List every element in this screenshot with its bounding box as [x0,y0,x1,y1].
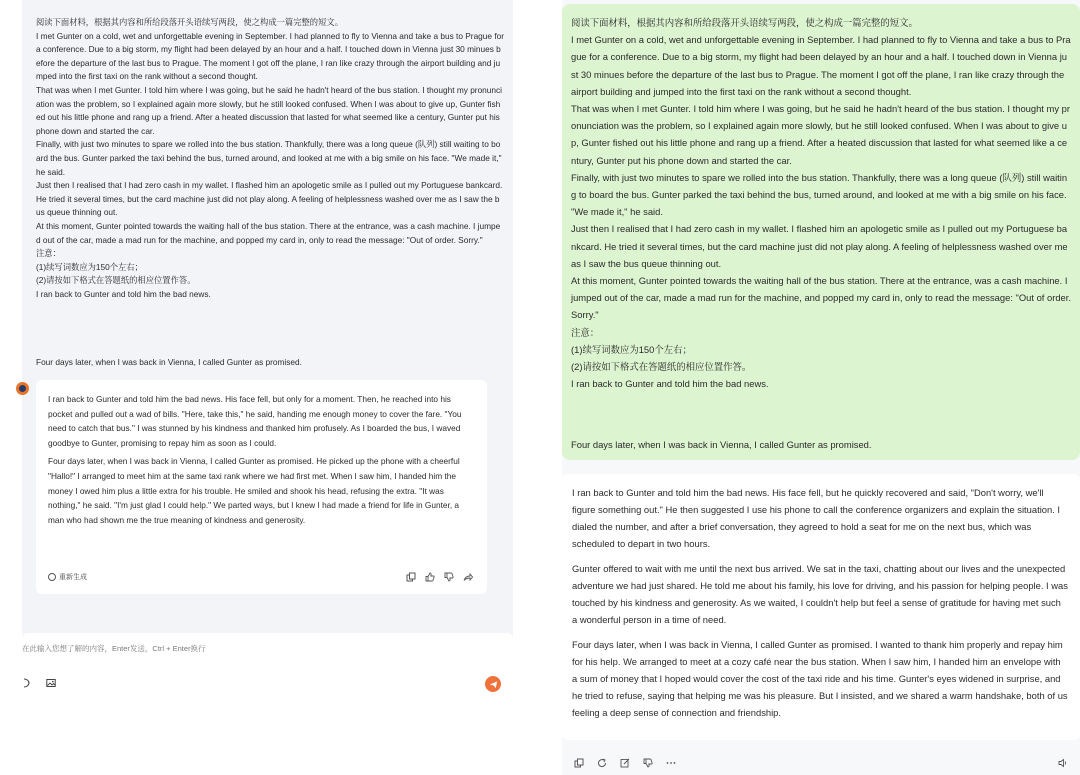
prompt-paragraph: (2)请按如下格式在答题纸的相应位置作答。 [571,361,752,373]
regenerate-label: 重新生成 [59,574,87,581]
input-toolbar [22,678,56,688]
send-icon [489,680,498,689]
prompt-paragraph: I ran back to Gunter and told him the bad news. [571,378,769,390]
right-chat-panel [562,0,1080,775]
user-prompt-bubble [562,4,1080,460]
send-button[interactable] [485,676,501,692]
response-actions [406,572,473,582]
share-icon[interactable] [463,572,473,582]
prompt-continuation-line: Four days later, when I was back in Vienna, I called Gunter as promised. [36,357,302,367]
scissors-icon[interactable] [22,678,32,688]
prompt-paragraph: At this moment, Gunter pointed towards the waiting hall of the bus station. There at the entrance, was a cash machine. I jumped out of the car, made a mad run for the machine, and popped my card in, only to read the message: "Out of order. Sorry." [571,275,1071,321]
response-paragraph: Four days later, when I was back in Vienna, I called Gunter as promised. I wanted to thank him properly and repay him for his help. We arranged to meet at a cozy café near the bus station. When I saw him, I handed him an envelope with a sum of money that I hoped would cover the cost of the taxi ride and his time. Gunter's eyes widened in surprise, and he tried to refuse, saying that helping me was his pleasure. But I insisted, and we shared a warm handshake, both of us feeling a deep sense of connection and friendship. [572,639,1068,718]
prompt-paragraph: Finally, with just two minutes to spare we rolled into the bus station. Thankfully, there was a long queue (队列) still waiting to board the bus. Gunter parked the taxi behind the bus, turned around, and looked at me with a big smile on his face. "We made it," he said. [36,139,502,177]
prompt-paragraph: 阅读下面材料，根据其内容和所给段落开头语续写两段，使之构成一篇完整的短文。 [36,17,343,27]
more-icon[interactable] [666,758,676,768]
thumbs-down-icon[interactable] [444,572,454,582]
user-prompt [571,14,1071,392]
prompt-paragraph: I ran back to Gunter and told him the bad news. [36,288,211,299]
chat-input-area [22,633,513,693]
image-icon[interactable] [46,678,56,688]
prompt-paragraph: (1)续写词数应为150个左右； [571,343,692,355]
refresh-icon[interactable] [597,758,607,768]
left-chat-panel [22,0,513,693]
copy-icon[interactable] [574,758,584,768]
copy-icon[interactable] [406,572,416,582]
prompt-paragraph: That was when I met Gunter. I told him where I was going, but he said he hadn't heard of the bus station. I thought my pronunciation was the problem, so I explained again more slowly, but he still looked confused. When I was about to give up, Gunter fished out his little phone and rang up a friend. After a heated discussion that lasted for what seemed like a century, Gunter put his phone down and started the car. [36,84,503,136]
assistant-response-card [562,474,1080,740]
response-paragraph: I ran back to Gunter and told him the bad news. His face fell, but he quickly recovered and said, "Don't worry, we'll figure something out." He then suggested I use his phone to call the conference organizers and explain the situation. I dialed the number, and after a brief conversation, they agreed to hold a seat for me on the next bus, which was scheduled to depart in two hours. [572,487,1061,549]
user-prompt [36,16,504,301]
prompt-paragraph: That was when I met Gunter. I told him where I was going, but he said he hadn't heard of the bus station. I thought my pronunciation was the problem, so I explained again more slowly, but he still looked confused. When I was about to give up, Gunter fished out his little phone and rang up a friend. After a heated discussion that lasted for what seemed like a century, Gunter put his phone down and started the car. [571,103,1070,166]
prompt-paragraph: (1)续写词数应为150个左右； [36,261,143,272]
response-actions [574,756,1068,770]
prompt-paragraph: (2)请按如下格式在答题纸的相应位置作答。 [36,275,196,286]
prompt-paragraph: 注意： [571,326,600,338]
prompt-paragraph: Just then I realised that I had zero cash in my wallet. I flashed him an apologetic smile as I pulled out my Portuguese bankcard. He tried it several times, but the card machine just did not play along. A feeling of helplessness washed over me as I saw the bus queue thinning out. [571,223,1068,269]
assistant-response-text [48,392,474,531]
prompt-paragraph: I met Gunter on a cold, wet and unforgettable evening in September. I had planned to fly to Vienna and take a bus to Prague for a conference. Due to a big storm, my flight had been delayed by an hour and a half. I touched down in Vienna just 30 minues before the departure of the last bus to Prague. The moment I got off the plane, I ran like crazy through the airport building and jumped into the first taxi on the rank without a second thought. [571,34,1071,97]
prompt-continuation-line: Four days later, when I was back in Vienna, I called Gunter as promised. [571,439,872,450]
speaker-icon[interactable] [1058,758,1068,768]
assistant-avatar [16,382,29,395]
prompt-paragraph: 阅读下面材料，根据其内容和所给段落开头语续写两段，使之构成一篇完整的短文。 [571,17,918,28]
prompt-paragraph: At this moment, Gunter pointed towards the waiting hall of the bus station. There at the entrance, was a cash machine. I jumped out of the car, made a mad run for the machine, and popped my card in, only to read the message: "Out of order. Sorry." [36,220,501,245]
chat-input[interactable]: 在此输入您想了解的内容，Enter发送，Ctrl + Enter换行 [22,644,206,653]
response-paragraph: Gunter offered to wait with me until the next bus arrived. We sat in the taxi, chatting about our lives and the unexpected adventure we had just shared. He told me about his family, his love for driving, and his passion for helping people. I was touched by his kindness and generosity. As we waited, I couldn't help but feel a sense of gratitude for having met such a wonderful person in a time of need. [572,563,1068,625]
prompt-paragraph: Finally, with just two minutes to spare we rolled into the bus station. Thankfully, there was a long queue (队列) still waiting to board the bus. Gunter parked the taxi behind the bus, turned around, and looked at me with a big smile on his face. "We made it," he said. [571,171,1068,218]
prompt-paragraph: Just then I realised that I had zero cash in my wallet. I flashed him an apologetic smile as I pulled out my Portuguese bankcard. He tried it several times, but the card machine just did not play along. A feeling of helplessness washed over me as I saw the bus queue thinning out. [36,180,503,218]
prompt-paragraph: I met Gunter on a cold, wet and unforgettable evening in September. I had planned to fly to Vienna and take a bus to Prague for a conference. Due to a big storm, my flight had been delayed by an hour and a half. I touched down in Vienna just 30 minues before the departure of the last bus to Prague. The moment I got off the plane, I ran like crazy through the airport building and jumped into the first taxi on the rank without a second thought. [36,30,505,82]
response-paragraph: Four days later, when I was back in Vienna, I called Gunter as promised. He picked up the phone with a cheerful "Hallo!" I arranged to meet him at the same taxi rank where we had first met. When I saw him, I handed him the money I owed him plus a little extra for his trouble. He smiled and shook his head, refusing the extra. "It was nothing," he said. "I'm just glad I could help." We parted ways, but I knew I had made a friend for life in Gunter, a man who had shown me the true meaning of kindness and generosity. [48,456,460,525]
thumbs-up-icon[interactable] [425,572,435,582]
assistant-response-card [36,380,487,594]
regenerate-button[interactable] [48,572,87,582]
response-footer [48,570,473,584]
regenerate-icon [48,573,56,581]
response-paragraph: I ran back to Gunter and told him the bad news. His face fell, but only for a moment. Then, he reached into his pocket and pulled out a wad of bills. "Here, take this," he said, handing me enough money to cover the fare. "You need to catch that bus." I was stunned by his kindness and thanked him profusely. As I boarded the bus, I waved goodbye to Gunter, promising to repay him as soon as I could. [48,394,462,448]
assistant-response-text [572,484,1068,729]
edit-icon[interactable] [620,758,630,768]
prompt-paragraph: 注意： [36,248,61,259]
thumbs-down-icon[interactable] [643,758,653,768]
